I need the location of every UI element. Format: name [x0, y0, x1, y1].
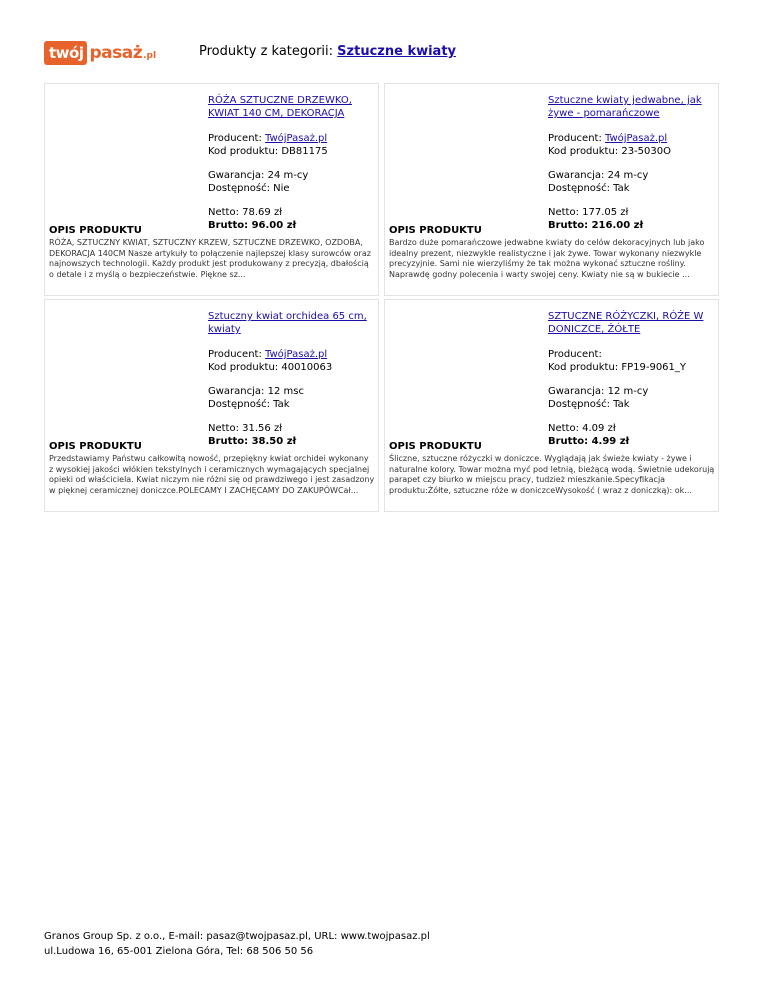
- category-link[interactable]: Sztuczne kwiaty: [337, 44, 457, 59]
- product-code: Kod produktu: DB81175: [208, 146, 328, 157]
- producer-link[interactable]: TwójPasaż.pl: [265, 133, 328, 144]
- price-netto: Netto: 31.56 zł: [208, 423, 283, 434]
- description-label: OPIS PRODUKTU: [49, 441, 142, 452]
- description-label: OPIS PRODUKTU: [49, 225, 142, 236]
- price-netto: Netto: 4.09 zł: [548, 423, 616, 434]
- footer: [44, 929, 430, 959]
- warranty: Gwarancja: 12 msc: [208, 386, 304, 397]
- product-title-link[interactable]: Sztuczny kwiat orchidea 65 cm, kwiaty: [208, 311, 367, 335]
- page-title: [199, 44, 456, 59]
- product-code: Kod produktu: 40010063: [208, 362, 333, 373]
- product-card: [44, 299, 379, 512]
- producer-label: Producent:: [548, 133, 606, 144]
- warranty: Gwarancja: 12 m-cy: [548, 386, 649, 397]
- availability: Dostępność: Tak: [548, 183, 630, 194]
- product-code: Kod produktu: FP19-9061_Y: [548, 362, 687, 373]
- logo-suffix: .pl: [143, 51, 157, 61]
- product-card: [384, 83, 719, 296]
- price-brutto: Brutto: 4.99 zł: [548, 436, 630, 447]
- product-description: RÓŻA, SZTUCZNY KWIAT, SZTUCZNY KRZEW, SZTUCZNE DRZEWKO, OZDOBA, DEKORACJA 140CM Nasze artykuły to połączenie najlepszej klasy surowców oraz najnowszych technologii. Każdy produkt jest produkowany z precyzją, dbałością o detale i z myślą o bezpieczeństwie. Piękne sz...: [49, 238, 371, 279]
- description-label: OPIS PRODUKTU: [389, 441, 482, 452]
- producer-label: Producent:: [208, 133, 266, 144]
- logo-text: pasaż: [89, 43, 143, 63]
- product-info: [548, 310, 708, 448]
- product-description: Przedstawiamy Państwu całkowitą nowość, przepiękny kwiat orchidei wykonany z wysokiej jakości włókien tekstylnych i ceramicznych wymagających specjalnej opieki od właściciela. Kwiat niczym nie różni się od prawdziwego i jest zasadzony w pięknej ceramicznej doniczce.POLECAMY I ZACHĘCAMY DO ZAKUPÓWCał...: [49, 454, 375, 495]
- price-brutto: Brutto: 38.50 zł: [208, 436, 297, 447]
- availability: Dostępność: Tak: [548, 399, 630, 410]
- warranty: Gwarancja: 24 m-cy: [208, 170, 309, 181]
- logo[interactable]: [44, 40, 156, 66]
- producer-label: Producent:: [208, 349, 266, 360]
- product-title-link[interactable]: RÓŻA SZTUCZNE DRZEWKO, KWIAT 140 CM, DEKORACJA: [208, 95, 352, 119]
- product-description: Śliczne, sztuczne różyczki w doniczce. Wyglądają jak świeże kwiaty - żywe i naturalne kolory. Towar można myć pod letnią, bieżącą wodą. Świetnie udekorują parapet czy biurko w miejscu pracy, tudzież mieszkanie.Specyfikacja produktu:Żółte, sztuczne róże w doniczceWysokość ( wraz z doniczką): ok...: [389, 454, 715, 495]
- product-description: Bardzo duże pomarańczowe jedwabne kwiaty do celów dekoracyjnych lub jako idealny prezent, niezwykle realistyczne i jak żywe. Towar wykonany niezwykle precyzyjnie. Sami nie wierzyliśmy że tak można wykonać sztuczne rośliny. Naprawdę godny polecenia i warty swojej ceny. Kwiaty nie są w bukiecie ...: [389, 238, 705, 279]
- product-card: [384, 299, 719, 512]
- product-title-link[interactable]: SZTUCZNE RÓŻYCZKI, RÓŻE W DONICZCE, ŻÓŁTE: [548, 311, 704, 335]
- price-netto: Netto: 177.05 zł: [548, 207, 629, 218]
- producer-link[interactable]: TwójPasaż.pl: [265, 349, 328, 360]
- product-info: [208, 94, 368, 232]
- warranty: Gwarancja: 24 m-cy: [548, 170, 649, 181]
- producer-link[interactable]: TwójPasaż.pl: [605, 133, 668, 144]
- product-title-link[interactable]: Sztuczne kwiaty jedwabne, jak żywe - pomarańczowe: [548, 95, 702, 119]
- product-card: [44, 83, 379, 296]
- product-code: Kod produktu: 23-5030O: [548, 146, 671, 157]
- logo-mark: twój: [44, 41, 87, 65]
- product-info: [208, 310, 368, 448]
- producer-label: Producent:: [548, 349, 602, 360]
- product-info: [548, 94, 708, 232]
- page-title-prefix: Produkty z kategorii:: [199, 44, 338, 59]
- availability: Dostępność: Tak: [208, 399, 290, 410]
- footer-contact: Granos Group Sp. z o.o., E-mail: pasaz@twojpasaz.pl, URL: www.twojpasaz.pl: [44, 931, 430, 942]
- availability: Dostępność: Nie: [208, 183, 290, 194]
- price-netto: Netto: 78.69 zł: [208, 207, 283, 218]
- footer-address: ul.Ludowa 16, 65-001 Zielona Góra, Tel: 68 506 50 56: [44, 946, 314, 957]
- description-label: OPIS PRODUKTU: [389, 225, 482, 236]
- price-brutto: Brutto: 96.00 zł: [208, 220, 297, 231]
- price-brutto: Brutto: 216.00 zł: [548, 220, 644, 231]
